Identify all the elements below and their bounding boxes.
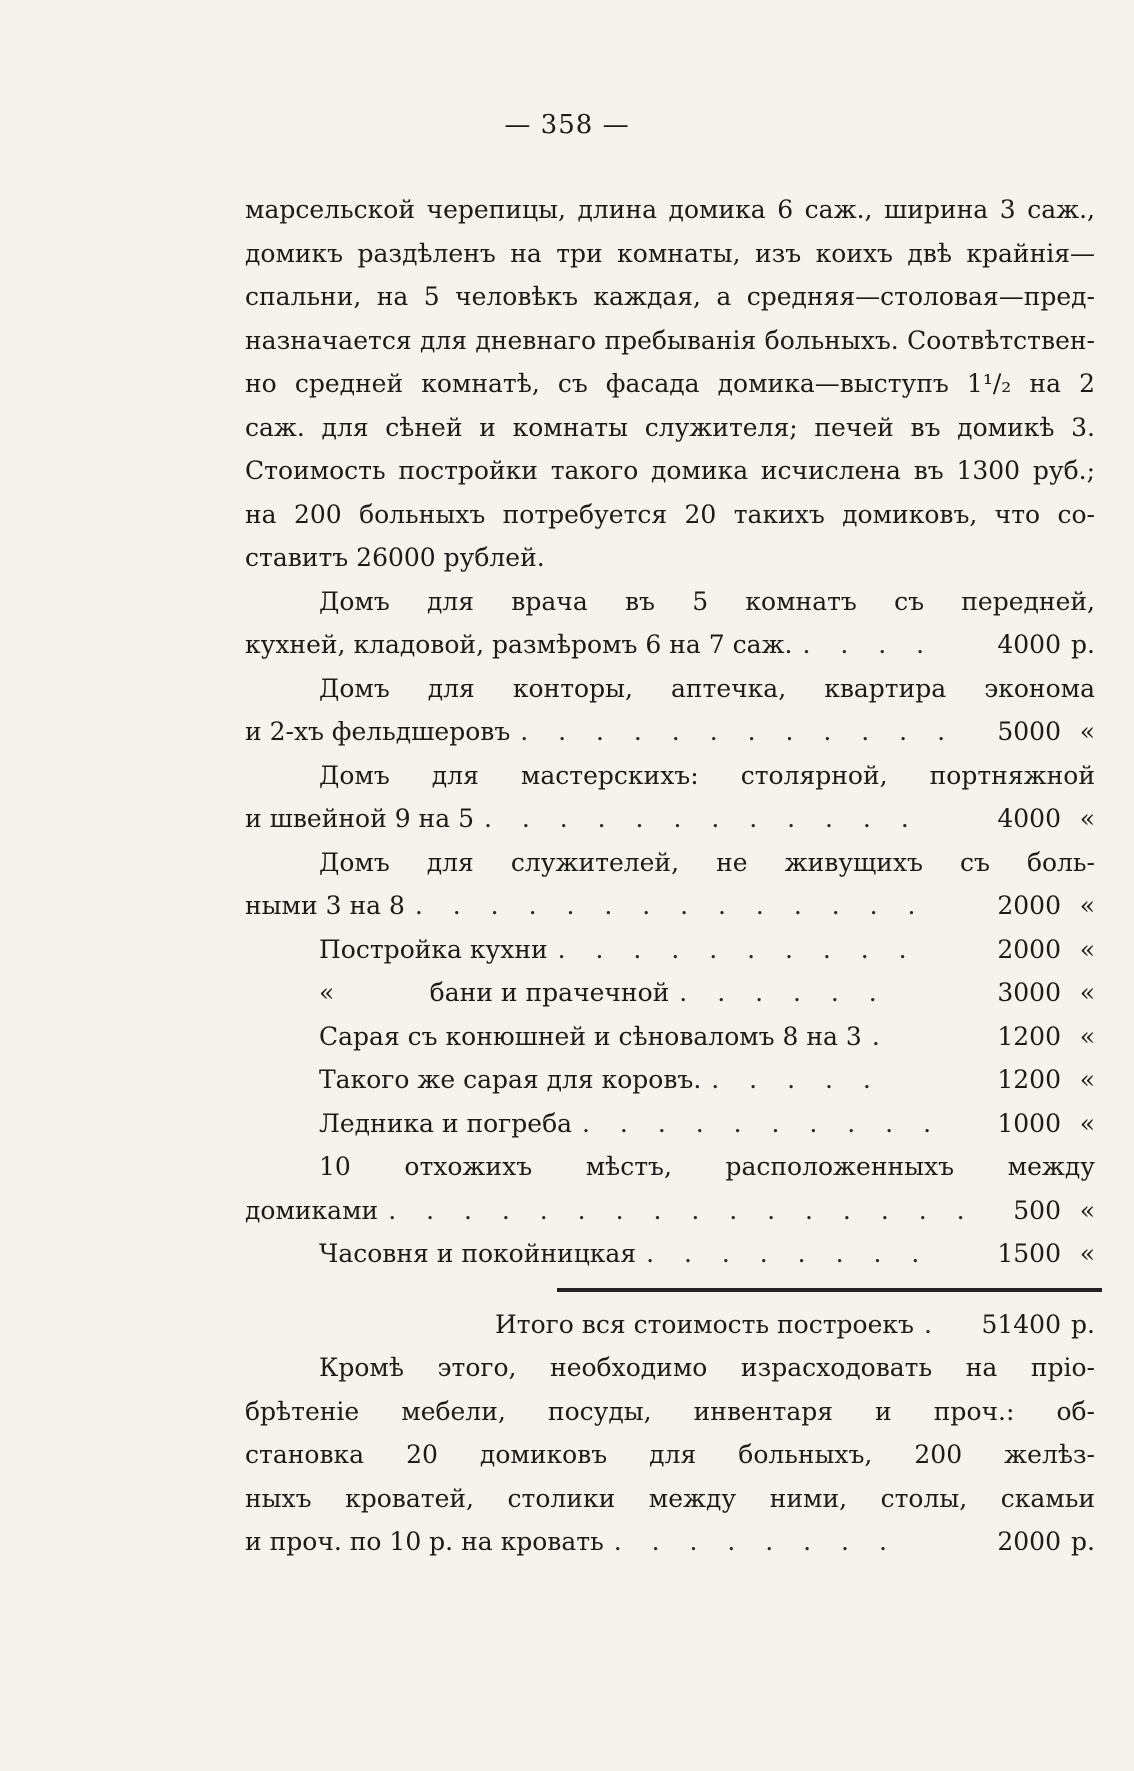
text-line: становка 20 домиковъ для больныхъ, 200 желѣз- [245,1440,1095,1469]
cost-item-row [245,928,1095,972]
total-amount [981,1303,1095,1347]
amount-unit: « [1079,804,1095,833]
leader-dots: . . . . . . . . . . . . [520,717,957,746]
item-lead-line: Домъ для служителей, не живущихъ съ боль- [319,847,1095,877]
amount-unit: « [1079,1065,1095,1094]
cost-item-row [245,1058,1095,1102]
item-label: домиками [245,1195,379,1225]
item-label: Сарая съ конюшней и сѣноваломъ 8 на 3 [319,1021,862,1051]
amount-value: 3000 [997,978,1061,1007]
leader-dots: . . . . . . [679,978,888,1007]
amount-unit: « [1079,934,1095,964]
leader-dots: . . . . . . . . . . . . . . . . [388,1195,976,1225]
item-label: Часовня и покойницкая [319,1239,637,1268]
cost-item-row [245,1102,1095,1146]
amount-value: 2000 [997,1527,1061,1556]
text-line: Кромѣ этого, необходимо израсходовать на прiо- [319,1353,1095,1382]
cost-list [245,580,1095,1276]
item-amount [997,884,1095,928]
text-line: ныхъ кроватей, столики между ними, столы, скамьи [245,1483,1095,1513]
amount-unit: р. [1071,1527,1095,1556]
text-line: на 200 больныхъ потребуется 20 такихъ домиковъ, что со- [245,499,1095,529]
leader-dots: . . . . . . . . . . . . . . [414,891,927,920]
amount-value: 2000 [997,891,1061,920]
leader-dots: . . . . . [711,1065,882,1094]
sum-separator-rule [557,1288,1102,1292]
cost-item-row [245,1232,1095,1276]
item-amount [997,1232,1095,1276]
text-line: саж. для сѣней и комнаты служителя; печей въ домикѣ 3. [245,412,1095,442]
item-label: и проч. по 10 р. на кровать [245,1527,604,1556]
amount-unit: « [1079,717,1095,746]
item-amount [997,971,1095,1015]
text-line: спальни, на 5 человѣкъ каждая, а средняя—столовая—пред- [245,282,1095,311]
item-label: кухней, кладовой, размѣромъ 6 на 7 саж. [245,630,793,659]
amount-unit: « [1079,1108,1095,1138]
leader-dots: . . . . . . . . . . [557,934,918,964]
item-amount [1013,1189,1095,1233]
item-label: Такого же сарая для коровъ. [319,1065,702,1094]
item-amount [997,1520,1095,1564]
amount-value: 4000 [997,804,1061,833]
text-line: домикъ раздѣленъ на три комнаты, изъ коихъ двѣ крайнія— [245,238,1095,268]
amount-unit: « [1079,891,1095,920]
cost-item-row [245,1015,1095,1059]
item-lead-line: 10 отхожихъ мѣстъ, расположенныхъ между [319,1152,1095,1181]
closing-cost-row [245,1520,1095,1564]
amount-value: 4000 [997,630,1061,659]
amount-unit: « [1079,1021,1095,1051]
item-lead-line: Домъ для мастерскихъ: столярной, портняжной [319,760,1095,790]
amount-unit: « [1079,1195,1095,1225]
cost-item-row [245,1189,1095,1233]
total-label: Итого вся стоимость построекъ [495,1309,914,1339]
amount-value: 1500 [997,1239,1061,1268]
leader-dots: . . . . . . . . [646,1239,931,1268]
amount-value: 5000 [997,717,1061,746]
item-amount [997,623,1095,667]
leader-dots: . [923,1309,943,1339]
leader-dots: . [871,1021,891,1051]
item-amount [997,797,1095,841]
item-amount [997,1102,1095,1146]
cost-item-row [245,971,1095,1015]
item-amount [997,928,1095,972]
amount-unit: р. [1071,1309,1095,1339]
item-label: и 2-хъ фельдшеровъ [245,717,511,746]
item-label: Ледника и погреба [319,1108,573,1138]
leader-dots: . . . . . . . . . . [582,1108,943,1138]
text-line: ставитъ 26000 рублей. [245,543,545,572]
page-number: — 358 — [504,110,630,140]
item-label: ными 3 на 8 [245,891,405,920]
cost-item-row [245,710,1095,754]
cost-item-row [245,884,1095,928]
amount-value: 1200 [997,1065,1061,1094]
amount-value: 1000 [997,1108,1061,1138]
text-line: брѣтенiе мебели, посуды, инвентаря и проч.: об- [245,1396,1095,1426]
leader-dots: . . . . . . . . [613,1527,898,1556]
leader-dots: . . . . [802,630,936,659]
total-row [245,1303,1095,1347]
cost-item-row [245,623,1095,667]
item-label: и швейной 9 на 5 [245,804,474,833]
item-amount [997,1058,1095,1102]
amount-value: 2000 [997,934,1061,964]
item-amount [997,1015,1095,1059]
text-line: Стоимость постройки такого домика исчислена въ 1300 руб.; [245,456,1095,485]
amount-value: 1200 [997,1021,1061,1051]
cost-item-row [245,797,1095,841]
amount-value: 51400 [981,1309,1061,1339]
amount-unit: « [1079,978,1095,1007]
text-line: назначается для дневнаго пребыванія больныхъ. Соотвѣтствен- [245,325,1095,355]
sum-separator-wrap [245,1276,1095,1303]
amount-unit: « [1079,1239,1095,1268]
item-lead-line: Домъ для конторы, аптечка, квартира эконома [319,673,1095,703]
amount-unit: р. [1071,630,1095,659]
item-label: Постройка кухни [319,934,548,964]
page-body [245,188,1095,1564]
closing-paragraph [245,1346,1095,1564]
text-line: марсельской черепицы, длина домика 6 саж., ширина 3 саж., [245,195,1095,224]
leader-dots: . . . . . . . . . . . . [483,804,920,833]
item-lead-line: Домъ для врача въ 5 комнатъ съ передней, [319,586,1095,616]
intro-paragraph [245,188,1095,580]
item-amount [997,710,1095,754]
amount-value: 500 [1013,1195,1061,1225]
item-label: « бани и прачечной [319,978,670,1007]
text-line: но средней комнатѣ, съ фасада домика—выступъ 1¹/₂ на 2 [245,369,1095,398]
